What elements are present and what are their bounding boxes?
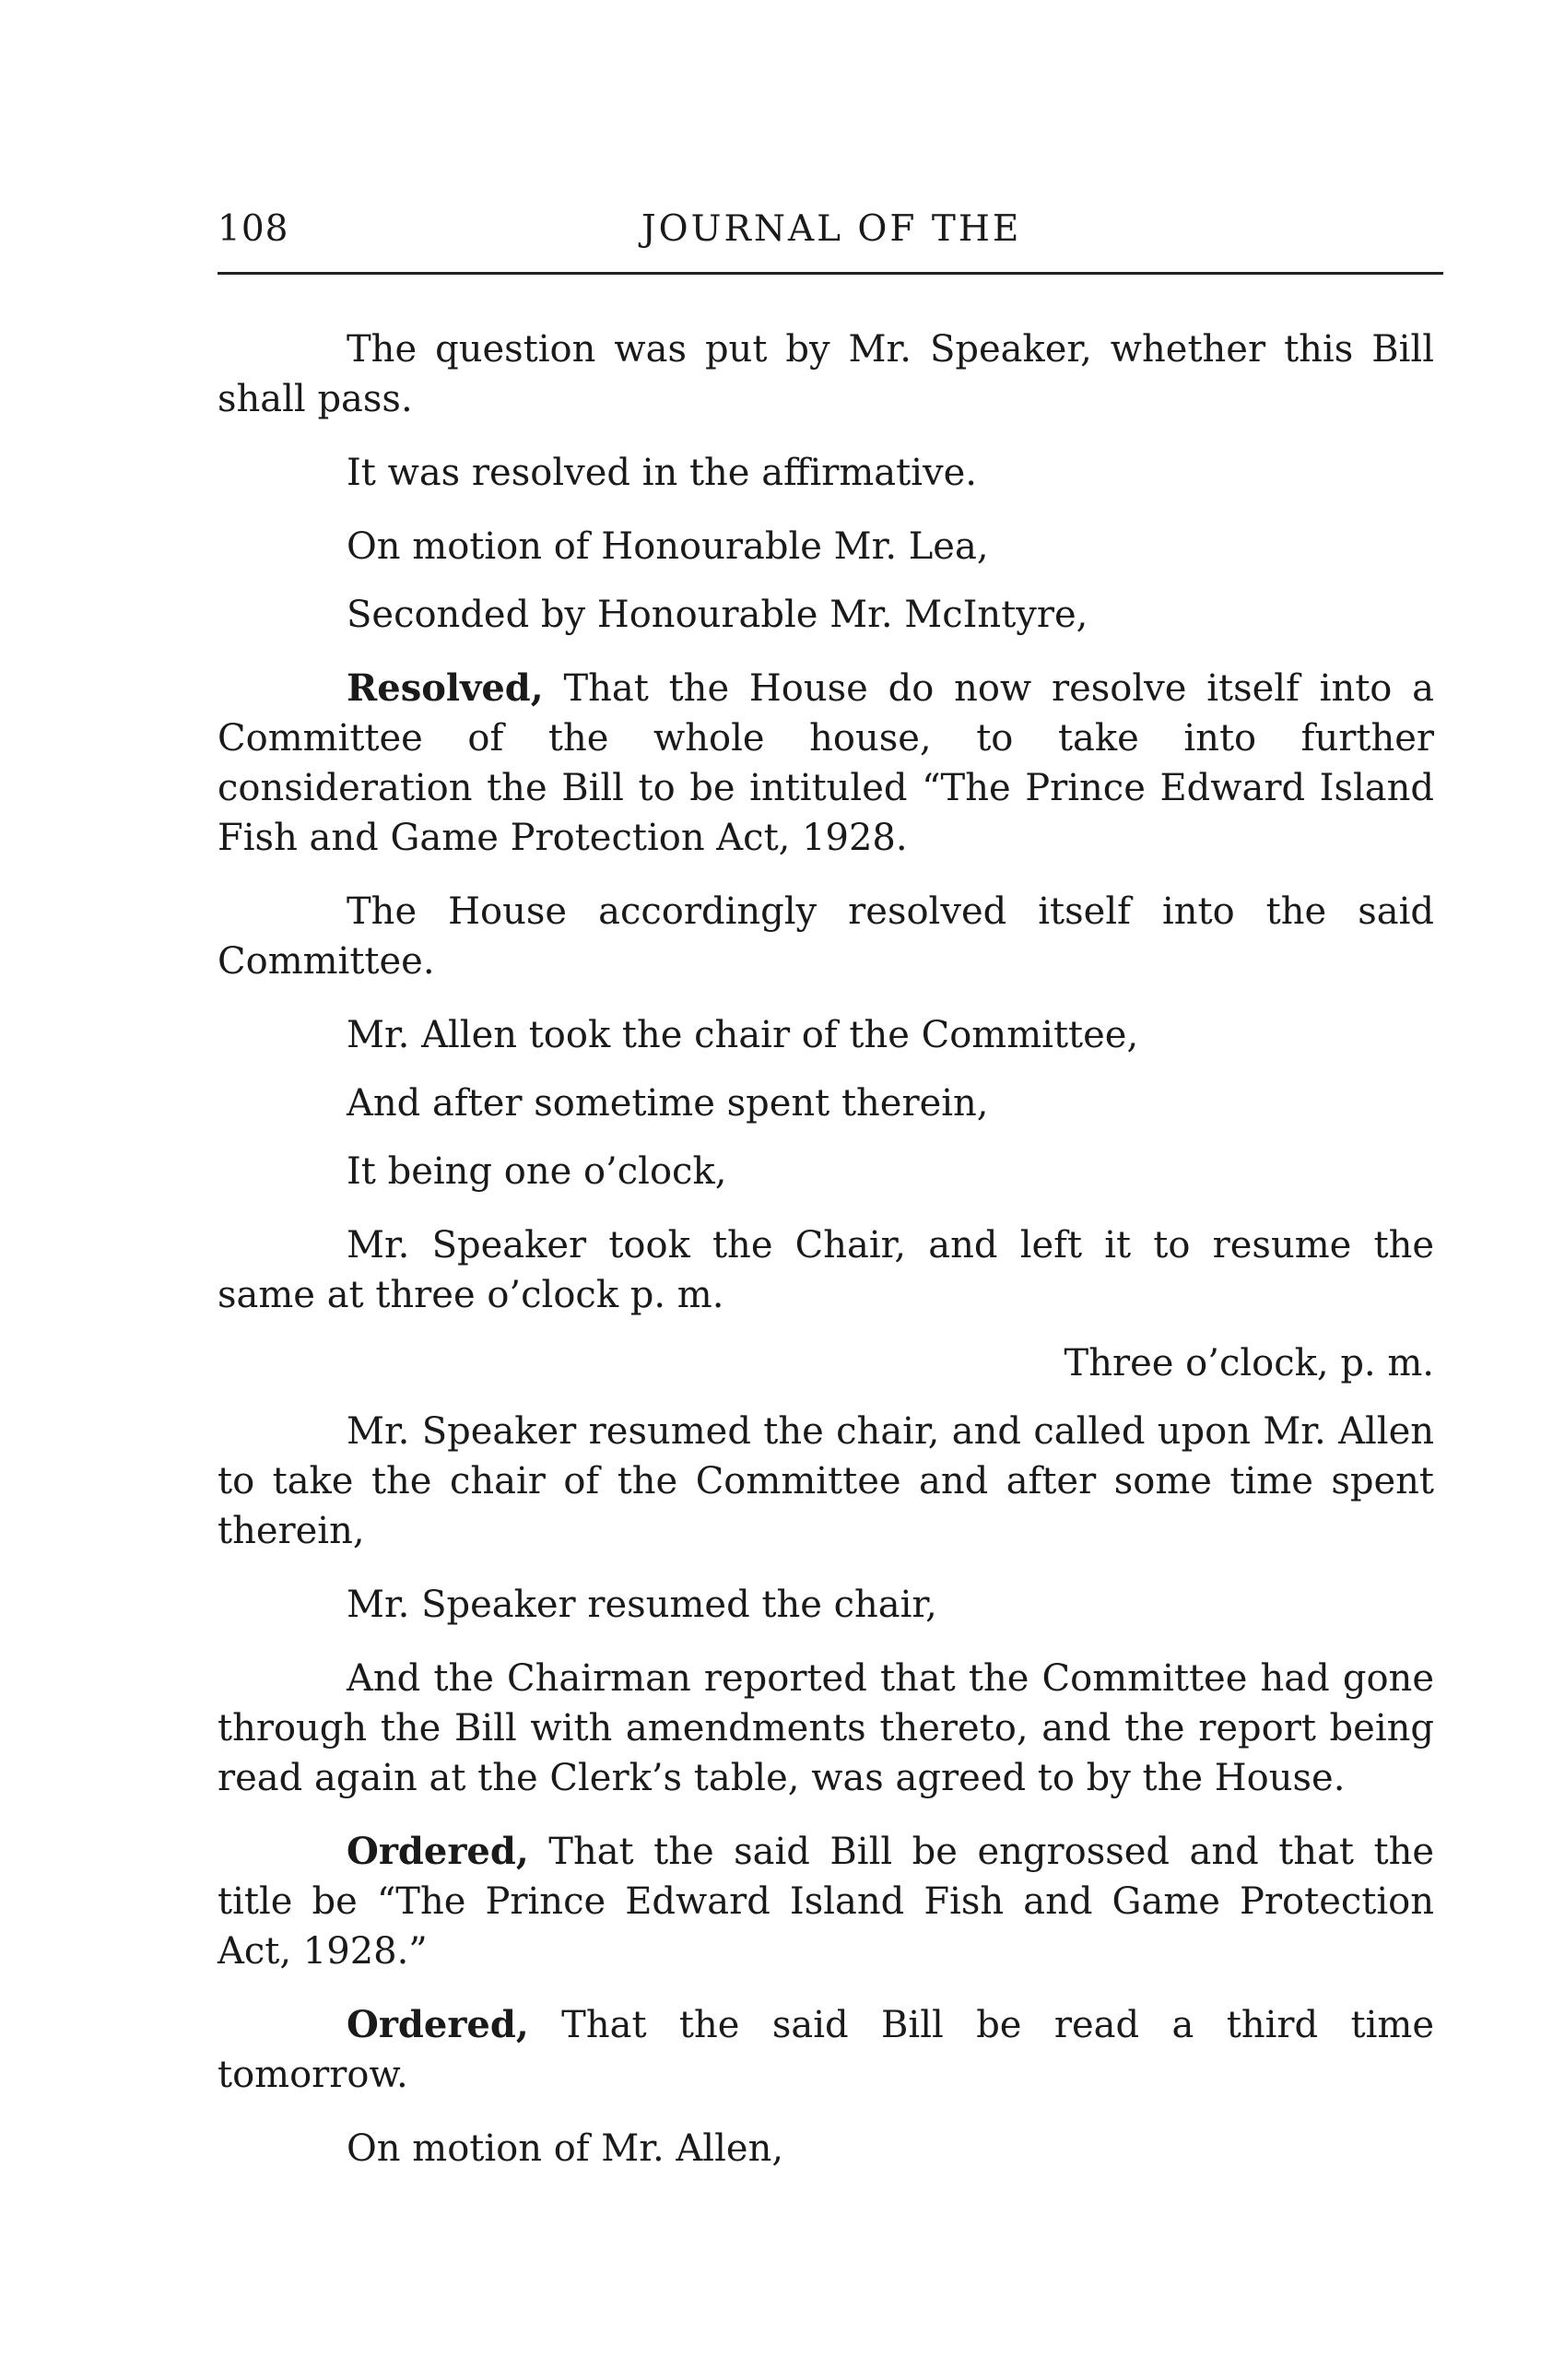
resolved-lead: Resolved, — [347, 666, 544, 710]
paragraph-motion-allen: On motion of Mr. Allen, — [347, 2127, 784, 2170]
paragraph-seconded-mcintyre: Seconded by Honourable Mr. McIntyre, — [347, 594, 1088, 636]
running-head: JOURNAL OF THE — [641, 208, 1022, 250]
paragraph-chairman-reported: And the Chairman reported that the Committee had gone through the Bill with amendments thereto, and the report being read again at the Clerk’s table, was agreed to by the House. — [218, 1657, 1434, 1799]
page-header — [218, 208, 1443, 264]
ordered-lead: Ordered, — [347, 2003, 529, 2046]
header-rule — [218, 272, 1443, 275]
paragraph-ordered-third-reading: Ordered, That the said Bill be read a third time tomorrow. — [218, 2003, 1434, 2096]
paragraph-motion-lea: On motion of Honourable Mr. Lea, — [347, 525, 989, 568]
page-number: 108 — [218, 208, 289, 250]
paragraph-speaker-left-chair: Mr. Speaker took the Chair, and left it to resume the same at three o’clock p. m. — [218, 1224, 1434, 1316]
paragraph-sometime-spent: And after sometime spent therein, — [347, 1082, 989, 1125]
paragraph-house-resolved: The House accordingly resolved itself into the said Committee. — [218, 890, 1434, 983]
paragraph-speaker-resumed: Mr. Speaker resumed the chair, — [347, 1584, 937, 1626]
paragraph-three-oclock: Three o’clock, p. m. — [1064, 1342, 1434, 1384]
ordered-lead: Ordered, — [347, 1830, 529, 1873]
paragraph-ordered-engrossed: Ordered, That the said Bill be engrossed and that the title be “The Prince Edward Island Fish and Game Protection Act, 1928.” — [218, 1830, 1434, 1973]
paragraph-one-oclock: It being one o’clock, — [347, 1150, 727, 1193]
paragraph-allen-chair: Mr. Allen took the chair of the Committee, — [347, 1014, 1139, 1056]
paragraph-speaker-called-allen: Mr. Speaker resumed the chair, and called upon Mr. Allen to take the chair of the Committee and after some time spent therein, — [218, 1410, 1434, 1552]
journal-body — [218, 324, 1434, 2197]
paragraph-resolved-committee: Resolved, That the House do now resolve itself into a Committee of the whole house, to take into further consideration the Bill to be intituled “The Prince Edward Island Fish and Game Protection Act, 1928. — [218, 666, 1434, 859]
paragraph-question-put: The question was put by Mr. Speaker, whether this Bill shall pass. — [218, 328, 1434, 420]
paragraph-resolved-affirmative: It was resolved in the affirmative. — [347, 452, 978, 494]
